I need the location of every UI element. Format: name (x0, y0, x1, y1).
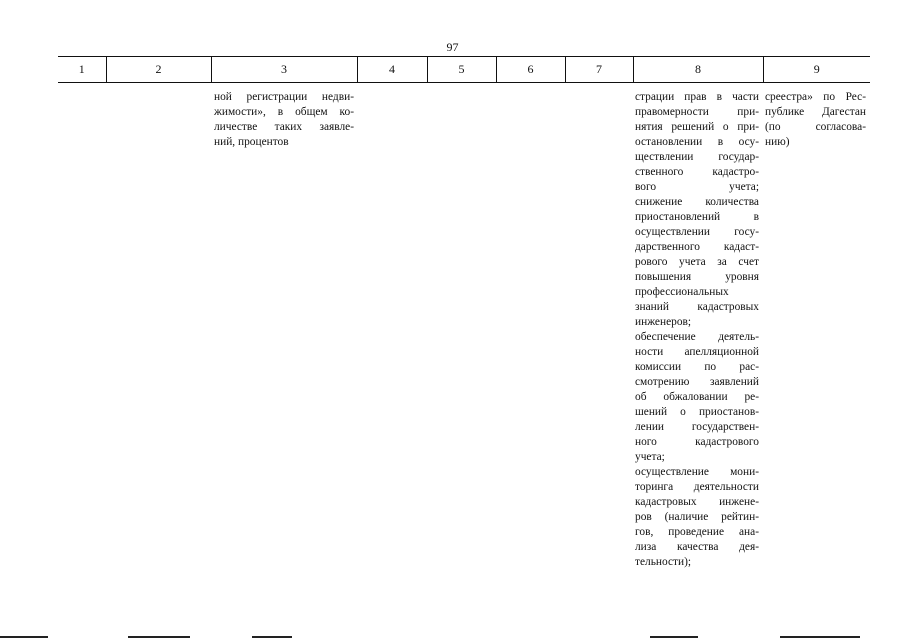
scan-artifact-line (128, 636, 190, 638)
column-header: 2 (106, 57, 211, 83)
cell-col-7 (565, 83, 633, 571)
text-line: ной регистрации недви- (214, 91, 354, 103)
text-line: ществлении государ- (635, 151, 759, 163)
text-line: знаний кадастровых (635, 301, 759, 313)
cell-col-5 (427, 83, 496, 571)
text-line: инженеров; (635, 316, 692, 328)
column-header: 8 (633, 57, 763, 83)
measures-text (635, 90, 759, 570)
column-header: 4 (357, 57, 427, 83)
text-line: дарственного кадаст- (635, 241, 759, 253)
text-line: комиссии по рас- (635, 361, 759, 373)
text-line: профессиональных (635, 286, 729, 298)
text-line: осуществление мони- (635, 466, 759, 478)
text-line: осуществлении госу- (635, 226, 759, 238)
text-line: нию) (765, 136, 790, 148)
text-line: ственного кадастро- (635, 166, 759, 178)
text-line: кадастровых инжене- (635, 496, 759, 508)
text-line: шений о приостанов- (635, 406, 759, 418)
text-line: (по согласова- (765, 121, 866, 133)
text-line: жимости», в общем ко- (214, 106, 354, 118)
column-header: 6 (496, 57, 565, 83)
text-line: ного кадастрового (635, 436, 759, 448)
indicator-text (214, 90, 354, 150)
text-line: остановлении в осу- (635, 136, 759, 148)
table-row (58, 83, 870, 571)
cell-col-8 (633, 83, 763, 571)
text-line: лиза качества дея- (635, 541, 759, 553)
text-line: обеспечение деятель- (635, 331, 759, 343)
scan-artifact-line (252, 636, 292, 638)
text-line: об обжаловании ре- (635, 391, 759, 403)
text-line: вого учета; (635, 181, 759, 193)
text-line: тельности); (635, 556, 692, 568)
text-line: снижение количества (635, 196, 759, 208)
page-number: 97 (446, 40, 459, 54)
text-line: учета; (635, 451, 665, 463)
text-line: ности апелляционной (635, 346, 759, 358)
text-line: публике Дагестан (765, 106, 866, 118)
document-table (58, 56, 870, 570)
text-line: нятия решений о при- (635, 121, 759, 133)
column-header: 5 (427, 57, 496, 83)
text-line: приостановлений в (635, 211, 759, 223)
text-line: повышения уровня (635, 271, 759, 283)
column-header: 3 (211, 57, 357, 83)
column-header: 1 (58, 57, 106, 83)
column-header: 7 (565, 57, 633, 83)
text-line: торинга деятельности (635, 481, 759, 493)
cell-col-1 (58, 83, 106, 571)
text-line: ний, процентов (214, 136, 289, 148)
text-line: личестве таких заявле- (214, 121, 354, 133)
cell-col-4 (357, 83, 427, 571)
text-line: ров (наличие рейтин- (635, 511, 759, 523)
text-line: гов, проведение ана- (635, 526, 759, 538)
header-row (58, 57, 870, 83)
cell-col-6 (496, 83, 565, 571)
text-line: лении государствен- (635, 421, 759, 433)
text-line: рового учета за счет (635, 256, 759, 268)
scan-artifact-line (0, 636, 48, 638)
cell-col-2 (106, 83, 211, 571)
scan-artifact-line (780, 636, 860, 638)
column-header: 9 (763, 57, 870, 83)
text-line: смотрению заявлений (635, 376, 759, 388)
responsible-text (765, 90, 866, 150)
text-line: среестра» по Рес- (765, 91, 866, 103)
scan-artifact-line (650, 636, 698, 638)
cell-col-3 (211, 83, 357, 571)
text-line: страции прав в части (635, 91, 759, 103)
text-line: правомерности при- (635, 106, 759, 118)
cell-col-9 (763, 83, 870, 571)
